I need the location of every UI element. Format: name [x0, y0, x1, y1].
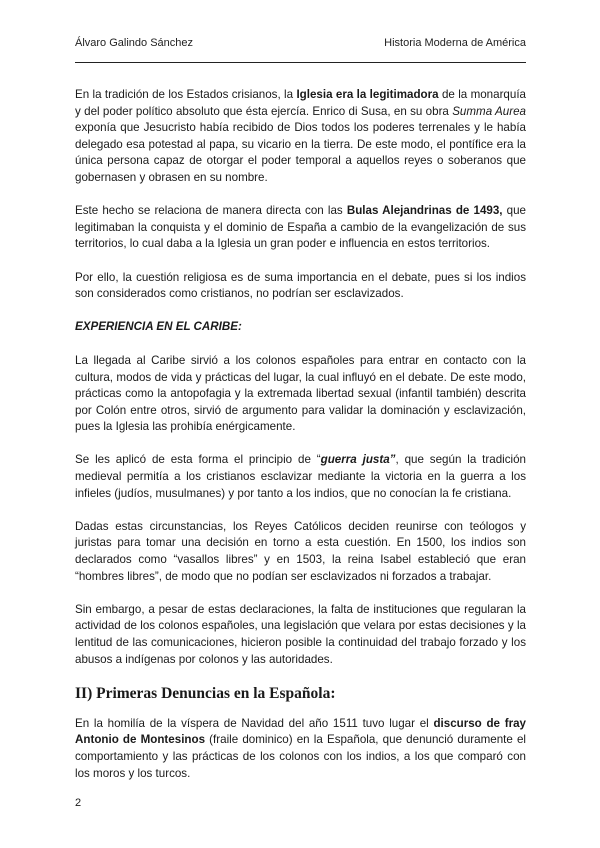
- p1-text-e: exponía que Jesucristo había recibido de Dios todos los poderes terrenales y le había delegado esa potestad al papa, su vicario en la tierra. De este modo, el pontífice era la única persona capaz de otorgar el poder temporal a aquellos reyes o soberanos que gobernasen y obrasen en su nombre.: [75, 121, 526, 184]
- p1-text-c: de la monarquía y del poder político absoluto que ésta ejercía. Enrico di Susa, en su obra: [75, 88, 526, 118]
- header-course: Historia Moderna de América: [384, 37, 526, 49]
- header-rule: [75, 62, 526, 63]
- p1-text-a: En la tradición de los Estados crisianos, la: [75, 88, 297, 101]
- paragraph-4: La llegada al Caribe sirvió a los colonos españoles para entrar en contacto con la cultura, modos de vida y prácticas del lugar, la cual influyó en el debate. De este modo, prácticas como la antopofagia y la extremada libertad sexual (infantil también) descrita por Colón entre otros, sirvió de argumento para validar la dominación y esclavización, pues la Iglesia las prohibía enérgicamente.: [75, 353, 526, 434]
- p1-bold: Iglesia era la legitimadora: [296, 88, 439, 101]
- paragraph-1: [75, 87, 526, 187]
- p2-bold: Bulas Alejandrinas de 1493,: [346, 204, 503, 218]
- paragraph-6: Dadas estas circunstancias, los Reyes Católicos deciden reunirse con teólogos y juristas para tomar una decisión en torno a esta cuestión. En 1500, los indios son declarados como “vasallos libres” y en 1503, la reina Isabel estableció que eran “hombres libres”, de modo que no podían ser esclavizados ni forzados a trabajar.: [75, 519, 526, 583]
- paragraph-2: [75, 203, 526, 253]
- section-heading-denuncias: II) Primeras Denuncias en la Española:: [75, 684, 336, 702]
- p5-bold-italic: guerra justa”: [320, 453, 396, 467]
- p1-italic: Summa Aurea: [452, 104, 526, 118]
- p5-text-c: , que según la tradición medieval permitía a los cristianos esclavizar mediante la victoria en la guerra a los infieles (judíos, musulmanes) y por tanto a los indios, que no conocían la fe cristiana.: [75, 453, 526, 500]
- paragraph-3: Por ello, la cuestión religiosa es de suma importancia en el debate, pues si los indios son considerados como cristianos, no podrían ser esclavizados.: [75, 270, 526, 301]
- p5-text-a: Se les aplicó de esta forma el principio de “: [75, 453, 321, 467]
- p8-text-c: (fraile dominico) en la Española, que denunció duramente el comportamiento y las prácticas de los colonos con los indios, a los que comparó con los moros y los turcos.: [75, 733, 526, 780]
- p2-text-a: Este hecho se relaciona de manera directa con las: [75, 204, 347, 218]
- p2-text-c: que legitimaban la conquista y el dominio de España a cambio de la evangelización de sus territorios, lo cual daba a la Iglesia un gran poder e influencia en estos territorios.: [75, 204, 526, 251]
- page-number: 2: [75, 797, 82, 809]
- section-heading-caribe: EXPERIENCIA EN EL CARIBE:: [75, 320, 242, 334]
- document-body: [75, 87, 526, 799]
- paragraph-7: Sin embargo, a pesar de estas declaraciones, la falta de instituciones que regularan la actividad de los colonos españoles, una legislación que velara por estas decisiones y la lentitud de las comunicaciones, hicieron posible la continuidad del trabajo forzado y los abusos a indígenas por colonos y las autoridades.: [75, 602, 526, 666]
- p8-text-a: En la homilía de la víspera de Navidad del año 1511 tuvo lugar el: [75, 716, 434, 730]
- header-author: Álvaro Galindo Sánchez: [75, 37, 194, 49]
- paragraph-8: [75, 716, 526, 782]
- p8-bold: discurso de fray Antonio de Montesinos: [75, 716, 526, 747]
- paragraph-5: [75, 452, 526, 502]
